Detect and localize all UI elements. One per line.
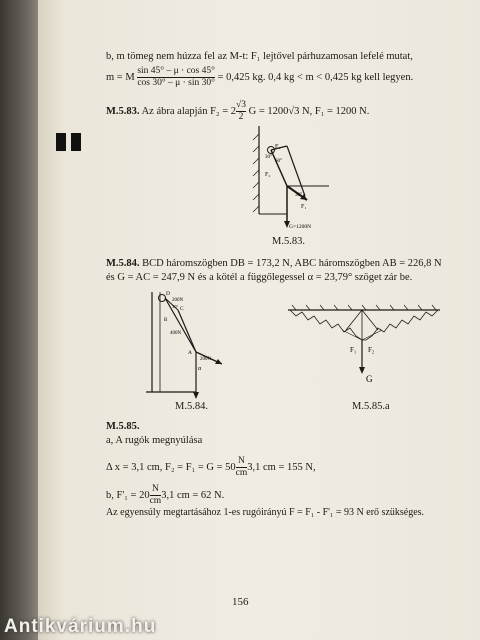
unit-num-1: N	[236, 456, 248, 468]
problem-585-sub-a: a, A rugók megnyúlása	[106, 435, 203, 446]
problem-583-label: M.5.83.	[106, 105, 140, 117]
problem-585-b-line	[106, 484, 224, 507]
fig584-angle-30: 30°	[172, 304, 179, 309]
fig585-f2: F₂	[368, 346, 375, 354]
problem-584-text1: BCD háromszögben DB = 173,2 N, ABC háromszögben AB = 226,8 N	[142, 258, 442, 269]
problem-585-label: M.5.85.	[106, 421, 140, 432]
eq-denominator: cos 30° – μ · sin 30°	[137, 78, 215, 88]
eq-numerator: sin 45° – μ · cos 45°	[137, 66, 215, 76]
fig584-200n-bottom: 200N	[200, 357, 212, 362]
fig583-angle-60: 60°	[275, 159, 282, 164]
mass-equation	[106, 66, 413, 89]
book-spine	[0, 0, 38, 640]
problem-584-label: M.5.84.	[106, 258, 140, 269]
figure-584	[146, 288, 234, 400]
fig583-f1-top: F₁	[275, 144, 281, 150]
problem-585-final: Az egyensúly megtartásához 1-es rugóirányú F = F₁ - F'₁ = 93 N erő szükséges.	[106, 507, 425, 518]
sqrt3-fraction	[236, 100, 246, 123]
frac-num: √3	[236, 100, 246, 110]
fig584-a: A	[188, 350, 192, 356]
eq-lhs: m = M	[106, 71, 135, 83]
problem-583-text-b: G = 1200√3 N, F₁ = 1200 N.	[248, 105, 370, 117]
dx-text-b: 3,1 cm = 155 N,	[247, 461, 316, 473]
fig584-400n: 400N	[170, 331, 182, 336]
figure-585a-caption: M.5.85.a	[352, 401, 390, 412]
fig583-f2: F₂	[265, 172, 271, 178]
fig583-f1-bottom: F₁	[301, 204, 307, 210]
figure-585a	[286, 296, 442, 398]
unit-num-2: N	[150, 484, 162, 496]
problem-584-line1	[106, 257, 442, 270]
dx-text-a: Δ x = 3,1 cm, F₂ = F₁ = G = 50	[106, 461, 236, 473]
intro-line: b, m tömeg nem húzza fel az M-t: F₁ lejtővel párhuzamosan lefelé mutat,	[106, 51, 413, 62]
fig585-f1: F₁	[350, 346, 357, 354]
unit-den-1: cm	[235, 468, 248, 478]
figure-584-caption: M.5.84.	[175, 401, 208, 412]
problem-583-text-a: Az ábra alapján F₂ = 2	[141, 105, 237, 117]
fig584-c: C	[180, 306, 184, 312]
margin-mark-2	[71, 133, 81, 151]
fig583-angle-30b: 30°	[295, 193, 302, 198]
margin-mark-1	[56, 133, 66, 151]
fig583-g: G=1200N	[289, 224, 312, 230]
watermark: Antikvárium.hu	[4, 616, 157, 637]
fig584-alpha: α	[198, 366, 202, 372]
fig583-angle-30: 30°	[265, 155, 272, 160]
frac-den: 2	[238, 112, 244, 122]
unit-den-2: cm	[149, 496, 162, 506]
problem-584-line2: és G = AC = 247,9 N és a kötél a függőlegessel α = 23,79° szöget zár be.	[106, 272, 413, 283]
fig584-b: B	[164, 318, 168, 323]
figure-583-caption: M.5.83.	[272, 236, 305, 247]
problem-585-dx-line	[106, 456, 316, 479]
fig585-g: G	[366, 374, 373, 384]
page-number: 156	[232, 596, 249, 608]
b-text-a: b, F'₁ = 20	[106, 489, 150, 501]
unit-fraction-2	[150, 484, 162, 507]
fig584-200n-top: 200N	[172, 298, 184, 303]
problem-583-line	[106, 100, 369, 123]
fig584-d: D	[166, 291, 170, 297]
eq-fraction	[137, 66, 215, 89]
b-text-b: 3,1 cm = 62 N.	[161, 489, 225, 501]
unit-fraction-1	[236, 456, 248, 479]
figure-583	[245, 124, 345, 236]
eq-rhs: = 0,425 kg. 0,4 kg < m < 0,425 kg kell legyen.	[217, 71, 414, 83]
